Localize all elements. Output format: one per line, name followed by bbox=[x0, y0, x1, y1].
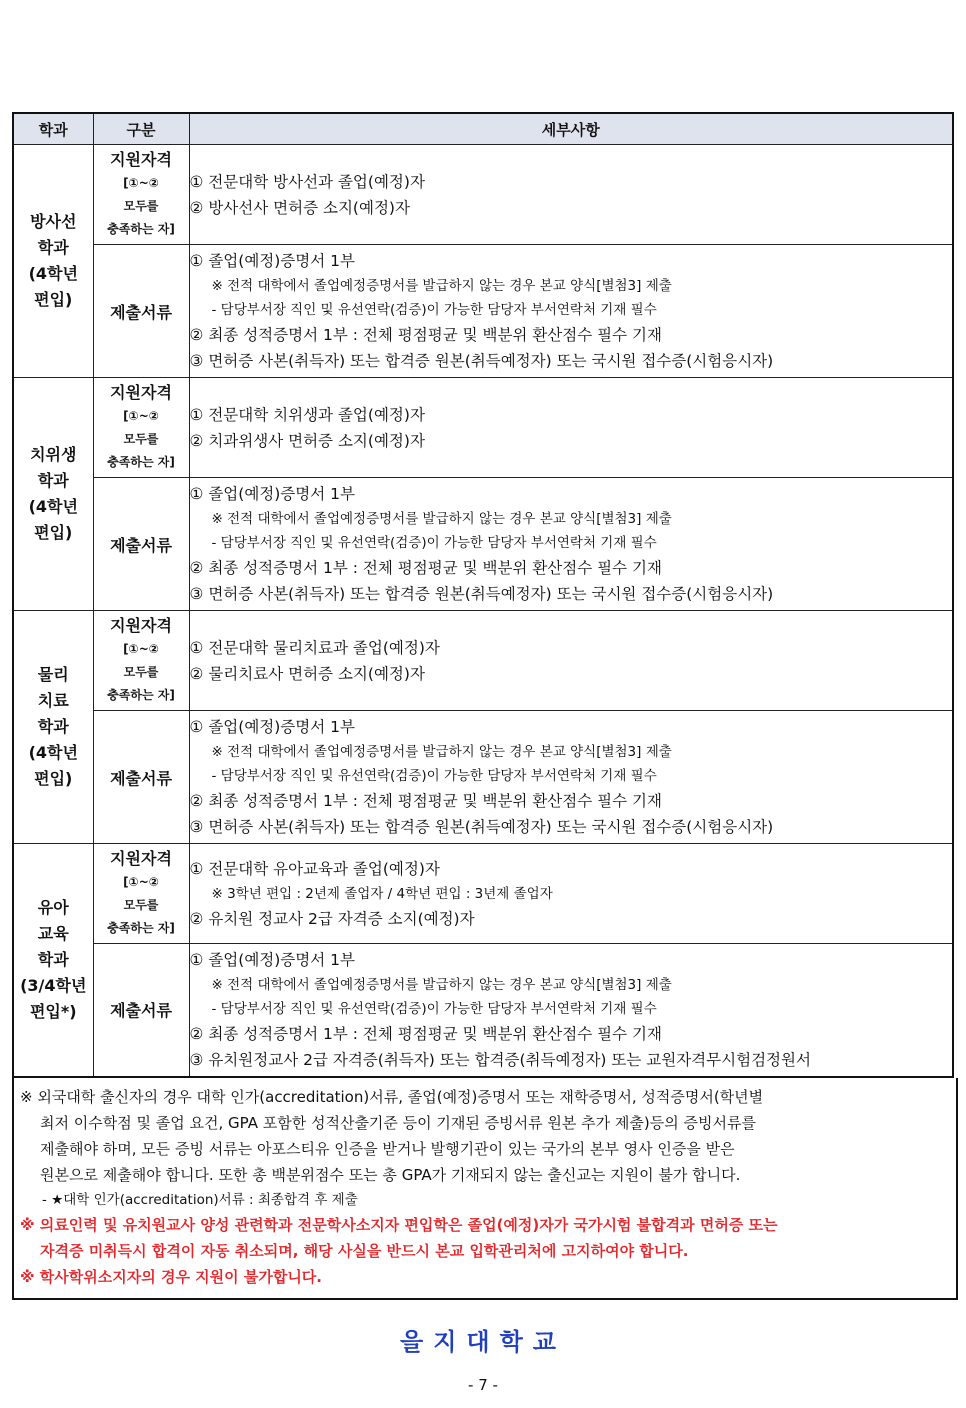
qualification-label-cell bbox=[93, 611, 189, 711]
qualification-details bbox=[189, 844, 953, 944]
dept-name-line: 치위생 bbox=[30, 445, 77, 464]
qualification-subtitle: 모두를 bbox=[123, 432, 159, 446]
qualification-subtitle: 충족하는 자] bbox=[107, 688, 175, 702]
qualification-subtitle: [①~② bbox=[123, 409, 159, 423]
document-line: ① 졸업(예정)증명서 1부 bbox=[189, 718, 355, 736]
qualification-line: ① 전문대학 방사선과 졸업(예정)자 bbox=[189, 172, 425, 191]
document-line: ③ 면허증 사본(취득자) 또는 합격증 원본(취득예정자) 또는 국시원 접수증(시험응시자) bbox=[189, 585, 774, 603]
document-line: ② 최종 성적증명서 1부 : 전체 평점평균 및 백분위 환산점수 필수 기재 bbox=[189, 326, 662, 344]
page-number: - 7 - bbox=[468, 1376, 498, 1394]
dept-row-documents bbox=[13, 711, 953, 844]
dept-name-cell bbox=[13, 844, 93, 1077]
dept-name-cell bbox=[13, 145, 93, 378]
header-category: 구분 bbox=[93, 113, 189, 145]
qualification-line: ② 유치원 정교사 2급 자격증 소지(예정)자 bbox=[189, 909, 475, 928]
qualification-title: 지원자격 bbox=[110, 150, 172, 169]
dept-name-line: 교육 bbox=[37, 923, 69, 943]
dept-name-line: 물리 bbox=[37, 665, 69, 684]
dept-name-line: (4학년 bbox=[28, 743, 78, 762]
qualification-subtitle: [①~② bbox=[123, 176, 159, 190]
documents-details bbox=[189, 711, 953, 844]
qualification-title: 지원자격 bbox=[110, 383, 172, 402]
dept-row-documents bbox=[13, 478, 953, 611]
qualification-label-cell bbox=[93, 844, 189, 944]
documents-label: 제출서류 bbox=[93, 478, 189, 611]
qualification-title: 지원자격 bbox=[110, 616, 172, 635]
dept-name-line: 학과 bbox=[37, 717, 69, 736]
header-dept: 학과 bbox=[13, 113, 93, 145]
dept-name-line: 방사선 bbox=[30, 212, 77, 231]
document-line: ※ 전적 대학에서 졸업예정증명서를 발급하지 않는 경우 본교 양식[별첨3] 제출 bbox=[211, 278, 672, 294]
documents-details bbox=[189, 245, 953, 378]
header-details: 세부사항 bbox=[189, 113, 953, 145]
dept-name-line: 편입*) bbox=[29, 1001, 77, 1021]
dept-row-qualification bbox=[13, 611, 953, 711]
document-line: ※ 전적 대학에서 졸업예정증명서를 발급하지 않는 경우 본교 양식[별첨3] 제출 bbox=[211, 976, 672, 993]
dept-name-line: 학과 bbox=[37, 471, 69, 490]
dept-name-line: (3/4학년 bbox=[20, 975, 87, 995]
qualification-details bbox=[189, 378, 953, 478]
qualification-line: ② 물리치료사 면허증 소지(예정)자 bbox=[189, 664, 425, 683]
document-line: ③ 면허증 사본(취득자) 또는 합격증 원본(취득예정자) 또는 국시원 접수증(시험응시자) bbox=[189, 352, 774, 370]
requirements-section bbox=[12, 112, 952, 1300]
qualification-subtitle: 모두를 bbox=[123, 665, 159, 679]
qualification-line: ① 전문대학 유아교육과 졸업(예정)자 bbox=[189, 859, 440, 878]
qualification-details bbox=[189, 611, 953, 711]
document-line: ※ 전적 대학에서 졸업예정증명서를 발급하지 않는 경우 본교 양식[별첨3] 제출 bbox=[211, 744, 672, 760]
documents-label: 제출서류 bbox=[93, 711, 189, 844]
dept-row-qualification bbox=[13, 844, 953, 944]
document-line: - 담당부서장 직인 및 유선연락(검증)이 가능한 담당자 부서연락처 기재 필수 bbox=[211, 768, 657, 784]
bachelor-holder-warning: ※ 학사학위소지자의 경우 지원이 불가합니다. bbox=[20, 1267, 322, 1286]
dept-row-documents bbox=[13, 944, 953, 1077]
documents-label: 제출서류 bbox=[93, 944, 189, 1077]
foreign-note-line: ※ 외국대학 출신자의 경우 대학 인가(accreditation)서류, 졸업(예정)증명서 또는 재학증명서, 성적증명서(학년별 bbox=[20, 1087, 764, 1106]
table-header-row bbox=[13, 113, 953, 145]
document-line: ① 졸업(예정)증명서 1부 bbox=[189, 252, 355, 270]
dept-row-qualification bbox=[13, 145, 953, 245]
qualification-line: ② 치과위생사 면허증 소지(예정)자 bbox=[189, 431, 425, 450]
qualification-subtitle: 충족하는 자] bbox=[107, 222, 175, 236]
documents-details bbox=[189, 944, 953, 1077]
dept-name-line: 유아 bbox=[37, 897, 69, 917]
qualification-label-cell bbox=[93, 145, 189, 245]
document-line: - 담당부서장 직인 및 유선연락(검증)이 가능한 담당자 부서연락처 기재 필수 bbox=[211, 1000, 657, 1017]
qualification-subtitle: 충족하는 자] bbox=[107, 921, 175, 935]
document-line: ※ 전적 대학에서 졸업예정증명서를 발급하지 않는 경우 본교 양식[별첨3] 제출 bbox=[211, 511, 672, 527]
documents-details bbox=[189, 478, 953, 611]
qualification-line: ※ 3학년 편입 : 2년제 졸업자 / 4학년 편입 : 3년제 졸업자 bbox=[211, 885, 553, 902]
qualification-label-cell bbox=[93, 378, 189, 478]
cancellation-warning: ※ 의료인력 및 유치원교사 양성 관련학과 전문학사소지자 편입학은 졸업(예정)자가 국가시험 불합격과 면허증 또는 bbox=[20, 1215, 778, 1234]
dept-name-line: 편입) bbox=[34, 523, 73, 542]
dept-name-line: 편입) bbox=[34, 290, 73, 309]
qualification-line: ① 전문대학 물리치료과 졸업(예정)자 bbox=[189, 638, 440, 657]
cancellation-warning-cont: 자격증 미취득시 합격이 자동 취소되며, 해당 사실을 반드시 본교 입학관리처에 고지하여야 합니다. bbox=[40, 1241, 689, 1260]
qualification-details bbox=[189, 145, 953, 245]
document-line: ② 최종 성적증명서 1부 : 전체 평점평균 및 백분위 환산점수 필수 기재 bbox=[189, 792, 662, 810]
dept-name-line: 학과 bbox=[37, 949, 69, 969]
foreign-note-line: 최저 이수학점 및 졸업 요건, GPA 포함한 성적산출기준 등이 기재된 증빙서류 원본 추가 제출)등의 증빙서류를 bbox=[40, 1113, 756, 1132]
dept-row-qualification bbox=[13, 378, 953, 478]
qualification-subtitle: 충족하는 자] bbox=[107, 455, 175, 469]
document-line: - 담당부서장 직인 및 유선연락(검증)이 가능한 담당자 부서연락처 기재 필수 bbox=[211, 535, 657, 551]
document-line: ③ 면허증 사본(취득자) 또는 합격증 원본(취득예정자) 또는 국시원 접수증(시험응시자) bbox=[189, 818, 774, 836]
notes-box bbox=[12, 1078, 958, 1300]
qualification-subtitle: 모두를 bbox=[123, 898, 159, 912]
dept-name-line: 치료 bbox=[37, 691, 69, 710]
dept-name-line: 편입) bbox=[34, 769, 73, 788]
dept-name-line: (4학년 bbox=[28, 264, 78, 283]
qualification-line: ① 전문대학 치위생과 졸업(예정)자 bbox=[189, 405, 425, 424]
dept-name-cell bbox=[13, 611, 93, 844]
qualification-subtitle: 모두를 bbox=[123, 199, 159, 213]
qualification-subtitle: [①~② bbox=[123, 875, 159, 889]
university-name: 을지대학교 bbox=[400, 1328, 566, 1356]
document-line: ② 최종 성적증명서 1부 : 전체 평점평균 및 백분위 환산점수 필수 기재 bbox=[189, 1024, 662, 1043]
documents-label: 제출서류 bbox=[93, 245, 189, 378]
document-line: ① 졸업(예정)증명서 1부 bbox=[189, 950, 355, 969]
dept-row-documents bbox=[13, 245, 953, 378]
dept-name-line: (4학년 bbox=[28, 497, 78, 516]
qualification-line: ② 방사선사 면허증 소지(예정)자 bbox=[189, 198, 410, 217]
qualification-subtitle: [①~② bbox=[123, 642, 159, 656]
document-line: ② 최종 성적증명서 1부 : 전체 평점평균 및 백분위 환산점수 필수 기재 bbox=[189, 559, 662, 577]
document-line: - 담당부서장 직인 및 유선연락(검증)이 가능한 담당자 부서연락처 기재 필수 bbox=[211, 302, 657, 318]
foreign-note-line: 제출해야 하며, 모든 증빙 서류는 아포스티유 인증을 받거나 발행기관이 있는 국가의 본부 영사 인증을 받은 bbox=[40, 1139, 735, 1158]
document-line: ③ 유치원정교사 2급 자격증(취득자) 또는 합격증(취득예정자) 또는 교원자격무시험검정원서 bbox=[189, 1050, 811, 1069]
dept-name-line: 학과 bbox=[37, 238, 69, 257]
requirements-table bbox=[12, 112, 954, 1078]
document-line: ① 졸업(예정)증명서 1부 bbox=[189, 485, 355, 503]
foreign-note-line: 원본으로 제출해야 합니다. 또한 총 백분위점수 또는 총 GPA가 기재되지 않는 출신교는 지원이 불가 합니다. bbox=[40, 1165, 741, 1184]
dept-name-cell bbox=[13, 378, 93, 611]
qualification-title: 지원자격 bbox=[110, 849, 172, 868]
accreditation-note: - ★대학 인가(accreditation)서류 : 최종합격 후 제출 bbox=[42, 1191, 358, 1208]
